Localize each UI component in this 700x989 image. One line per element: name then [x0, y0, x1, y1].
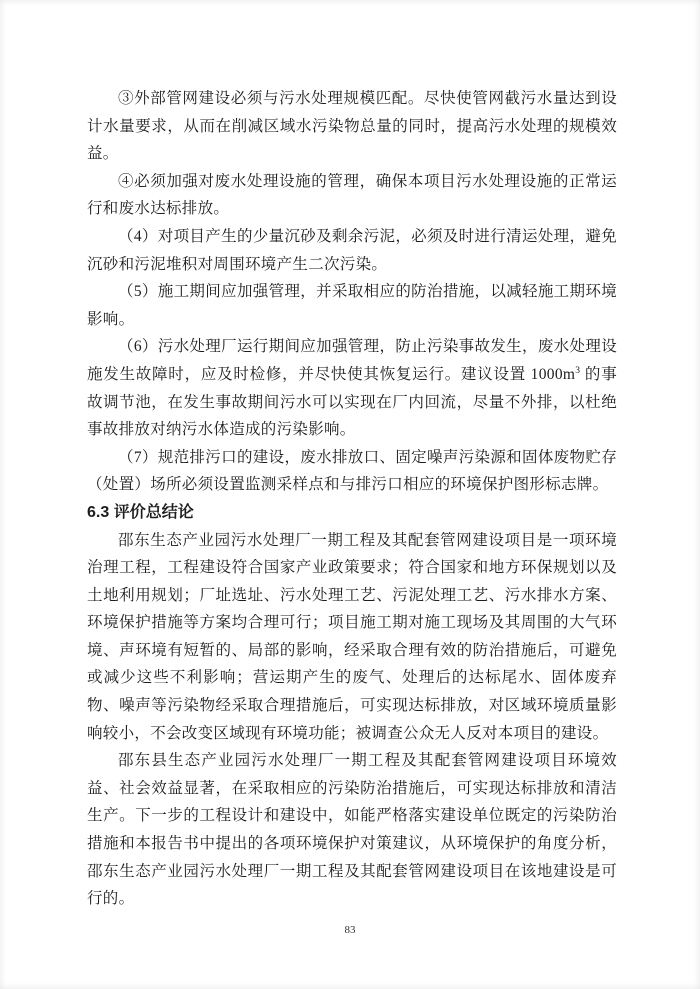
paragraph-text-before: （6）污水处理厂运行期间应加强管理，防止污染事故发生，废水处理设施发生故障时，应及时检修，并尽快使其恢复运行。建议设置 1000m: [87, 338, 617, 383]
paragraph-overall-conclusion-2: 邵东县生态产业园污水处理厂一期工程及其配套管网建设项目环境效益、社会效益显著，在采取相应的污染防治措施后，可实现达标排放和清洁生产。下一步的工程设计和建设中，如能严格落实建设单位既定的污染防治措施和本报告书中提出的各项环境保护对策建议，从环境保护的角度分析，邵东生态产业园污水处理厂一期工程及其配套管网建设项目在该地建设是可行的。: [87, 752, 617, 908]
paragraph-sludge-disposal: （4）对项目产生的少量沉砂及剩余污泥，必须及时进行清运处理，避免沉砂和污泥堆积对周围环境产生二次污染。: [87, 227, 617, 273]
paragraph-overall-conclusion-1: 邵东生态产业园污水处理厂一期工程及其配套管网建设项目是一项环境治理工程，工程建设符合国家产业政策要求；符合国家和地方环保规划以及土地利用规划；厂址选址、污水处理工艺、污泥处理工艺、污水排水方案、环境保护措施等方案均合理可行；项目施工期对施工现场及其周围的大气环境、声环境有短暂的、局部的影响，经采取合理有效的防治措施后，可避免或减少这些不利影响；营运期产生的废气、处理后的达标尾水、固体废弃物、噪声等污染物经采取合理措施后，可实现达标排放，对区域环境质量影响较小，不会改变区域现有环境功能；被调查公众无人反对本项目的建设。: [87, 531, 617, 742]
paragraph-accident-basin: [87, 333, 617, 443]
paragraph-external-pipeline: ③外部管网建设必须与污水处理规模匹配。尽快使管网截污水量达到设计水量要求，从而在削减区域水污染物总量的同时，提高污水处理的规模效益。: [87, 90, 617, 163]
superscript-cubic-meter: 3: [575, 365, 581, 376]
document-content: [87, 85, 617, 913]
paragraph-wastewater-management: ④必须加强对废水处理设施的管理，确保本项目污水处理设施的正常运行和废水达标排放。: [87, 172, 617, 218]
paragraph-construction-period: （5）施工期间应加强管理，并采取相应的防治措施，以减轻施工期环境影响。: [87, 283, 617, 328]
page-number: 83: [344, 924, 356, 936]
paragraph-outlet-signage: （7）规范排污口的建设，废水排放口、固定噪声污染源和固体废物贮存（处置）场所必须设置监测采样点和与排污口相应的环境保护图形标志牌。: [87, 448, 617, 494]
section-heading: 6.3 评价总结论: [87, 503, 194, 521]
paragraph-text-after: 的事故调节池，在发生事故期间污水可以实现在厂内回流，尽量不外排，以杜绝事故排放对纳污水体造成的污染影响。: [87, 365, 617, 439]
